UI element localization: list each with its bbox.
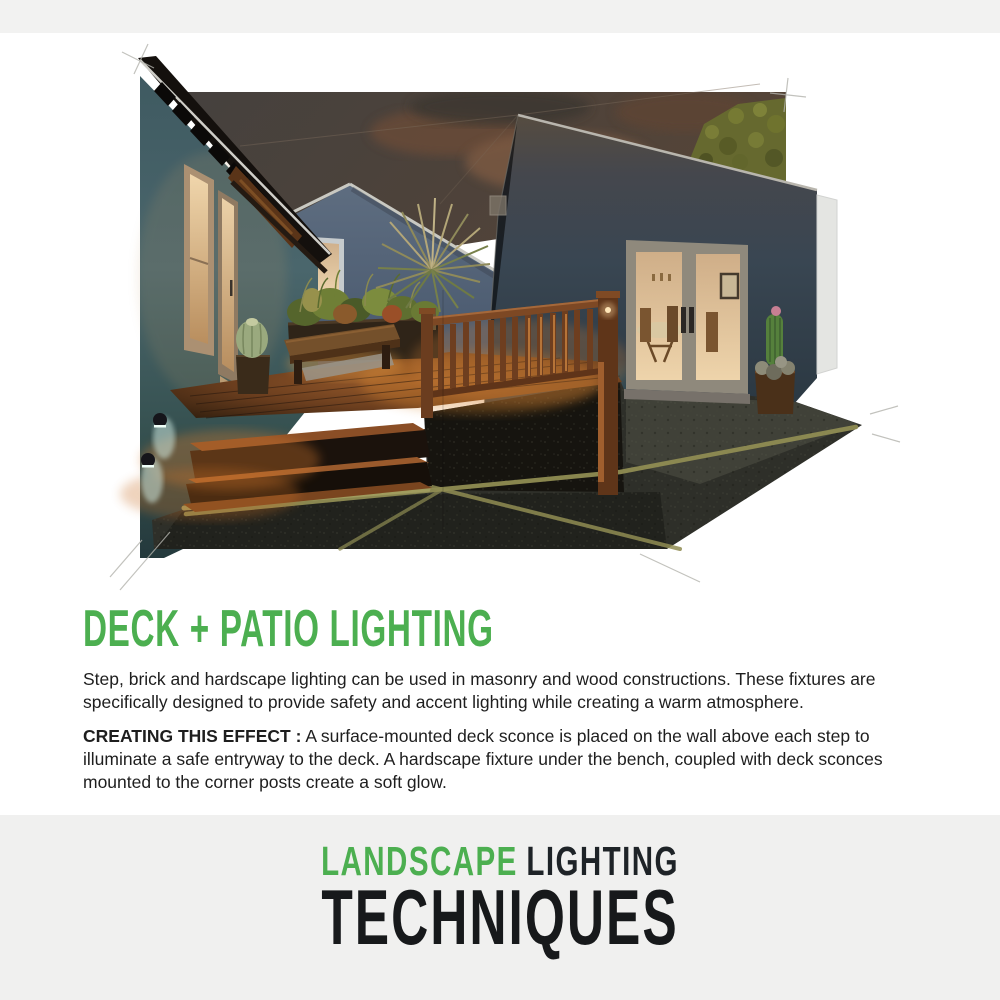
door-handle <box>230 280 233 296</box>
series-main-title: TECHNIQUES <box>321 873 679 961</box>
picture-frame <box>721 274 738 298</box>
page-title: DECK + PATIO LIGHTING <box>83 600 494 658</box>
effect-label: CREATING THIS EFFECT : <box>83 726 302 746</box>
left-glass-door <box>218 190 238 408</box>
intro-paragraph: Step, brick and hardscape lighting can be used in masonry and wood constructions. These fixtures are specifically designed to provide safety and accent lighting while creating a warm atmosphere. <box>83 669 876 712</box>
top-band <box>0 0 1000 33</box>
side-panel <box>817 195 837 374</box>
rail-post <box>421 312 433 418</box>
effect-text: A surface-mounted deck sconce is placed on the wall above each step to illuminate a safe entryway to the deck. A hardscape fixture under the bench, coupled with deck sconces mounted to the corner posts create a soft glow. <box>83 726 883 792</box>
door-handle <box>689 307 694 333</box>
deck-sconce <box>141 453 155 467</box>
barrel-cactus <box>236 318 270 394</box>
left-window <box>184 164 214 356</box>
scene-illustration <box>140 62 865 592</box>
series-word-lighting: LIGHTING <box>526 838 679 884</box>
post-sconce <box>605 307 611 313</box>
effect-paragraph <box>83 725 928 794</box>
deck-sconce <box>153 413 167 427</box>
footer-band <box>0 815 1000 1000</box>
door-handle <box>681 307 686 333</box>
french-doors <box>624 240 750 404</box>
wall-vent <box>490 196 506 215</box>
night-deck-rendering <box>140 62 865 592</box>
series-word-landscape: LANDSCAPE <box>321 838 518 884</box>
article <box>83 600 928 794</box>
cactus-flower <box>771 306 781 316</box>
